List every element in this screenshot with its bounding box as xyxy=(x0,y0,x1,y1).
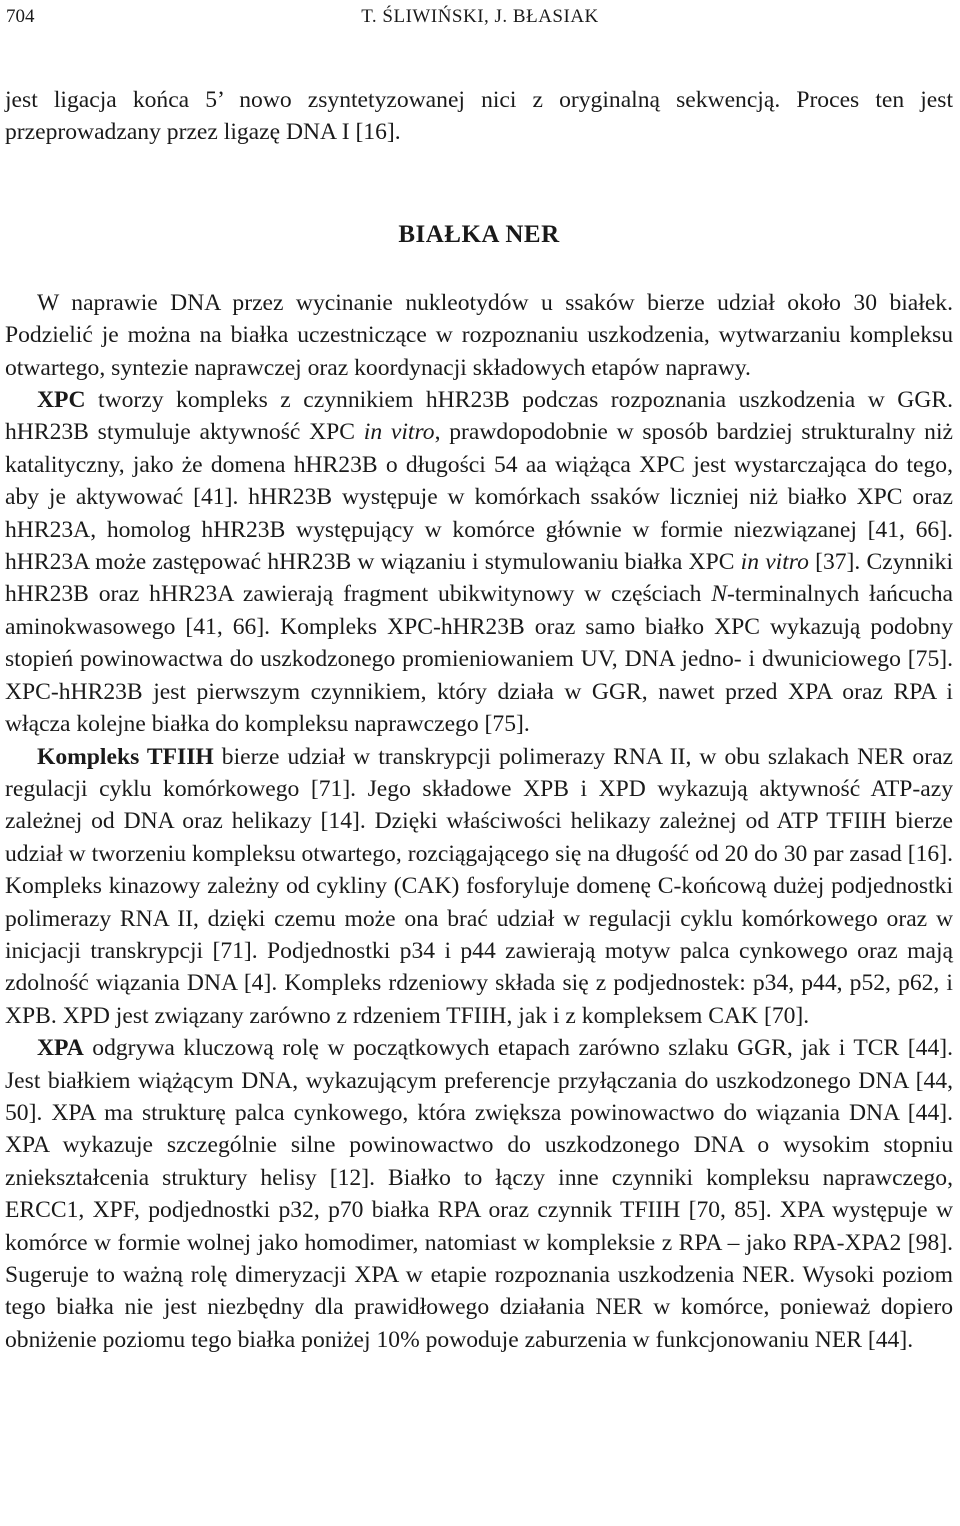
body-text xyxy=(5,84,953,1356)
italic-n: N xyxy=(711,581,727,608)
paragraph-tfiih: Kompleks TFIIH bierze udział w transkrypcji polimerazy RNA II, w obu szlakach NER oraz regulacji cyklu komórkowego [71]. Jego składowe XPB i XPD wykazują aktywność ATP-azy zależnej od DNA oraz helikazy [14]. Dzięki właściwości helikazy zależnej od ATP TFIIH bierze udział w tworzeniu kompleksu otwartego, rozciągającego się na długość od 20 do 30 par zasad [16]. Kompleks kinazowy zależny od cykliny (CAK) fosforyluje domenę C-końcową dużej podjednostki polimerazy RNA II, dzięki czemu może ona brać udział w regulacji cyklu komórkowego oraz w inicjacji transkrypcji [71]. Podjednostki p34 i p44 zawierają motyw palca cynkowego oraz mają zdolność wiązania DNA [4]. Kompleks rdzeniowy składa się z podjednostek: p34, p44, p52, p62, i XPB. XPD jest związany zarówno z rdzeniem TFIIH, jak i z kompleksem CAK [70]. xyxy=(5,743,954,1029)
page-number: 704 xyxy=(6,6,35,27)
term-xpa: XPA xyxy=(37,1035,84,1062)
italic-in-vitro: in vitro xyxy=(363,419,435,446)
paragraph-intro: W naprawie DNA przez wycinanie nukleotydów u ssaków bierze udział około 30 białek. Podzielić je można na białka uczestniczące w rozpoznaniu uszkodzenia, wytwarzaniu kompleksu otwartego, syntezie naprawczej oraz koordynacji składowych etapów naprawy. xyxy=(5,289,953,381)
section-heading: BIAŁKA NER xyxy=(398,220,560,248)
paragraph-continuation: jest ligacja końca 5’ nowo zsyntetyzowanej nici z oryginalną sekwencją. Proces ten jest przeprowadzany przez ligazę DNA I [16]. xyxy=(5,87,953,146)
term-xpc: XPC xyxy=(37,387,86,414)
italic-in-vitro: in vitro xyxy=(740,549,809,576)
paragraph-xpc: XPC tworzy kompleks z czynnikiem hHR23B podczas rozpoznania uszkodzenia w GGR. hHR23B stymuluje aktywność XPC in vitro, prawdopodobnie w sposób bardziej strukturalny niż katalityczny, jako że domena hHR23B o długości 54 aa wiążąca XPC jest wystarczająca do tego, aby je aktywować [41]. hHR23B występuje w komórkach ssaków liczniej niż białko XPC oraz hHR23A, homolog hHR23B występujący w komórce głównie w formie niezwiązanej [41, 66]. hHR23A może zastępować hHR23B w wiązaniu i stymulowaniu białka XPC in vitro [37]. Czynniki hHR23B oraz hHR23A zawierają fragment ubikwitynowy w częściach N-terminalnych łańcucha aminokwasowego [41, 66]. Kompleks XPC-hHR23B oraz samo białko XPC wykazują podobny stopień powinowactwa do uszkodzonego promieniowaniem UV, DNA jedno- i dwuniciowego [75]. XPC-hHR23B jest pierwszym czynnikiem, który działa w GGR, nawet przed XPA oraz RPA i włącza kolejne białka do kompleksu naprawczego [75]. xyxy=(5,387,954,738)
paragraph-xpa: XPA odgrywa kluczową rolę w początkowych etapach zarówno szlaku GGR, jak i TCR [44]. Jest białkiem wiążącym DNA, wykazującym preferencje przyłączania do uszkodzonego DNA [44, 50]. XPA ma strukturę palca cynkowego, która zwiększa powinowactwo do wiązania DNA [44]. XPA wykazuje szczególnie silne powinowactwo do uszkodzonego DNA o wysokim stopniu zniekształcenia struktury helisy [12]. Białko to łączy inne czynniki kompleksu naprawczego, ERCC1, XPF, podjednostki p32, p70 białka RPA oraz czynnik TFIIH [70, 85]. XPA występuje w komórce w formie wolnej jako homodimer, natomiast w kompleksie z RPA – jako RPA-XPA2 [98]. Sugeruje to ważną rolę dimeryzacji XPA w etapie rozpoznania uszkodzenia NER. Wysoki poziom tego białka nie jest niezbędny dla prawidłowego działania NER w komórce, ponieważ dopiero obniżenie poziomu tego białka poniżej 10% powoduje zaburzenia w funkcjonowaniu NER [44]. xyxy=(5,1035,953,1353)
page-header xyxy=(0,4,960,30)
term-kompleks-tfiih: Kompleks TFIIH xyxy=(37,743,214,770)
running-head: T. ŚLIWIŃSKI, J. BŁASIAK xyxy=(361,6,599,27)
